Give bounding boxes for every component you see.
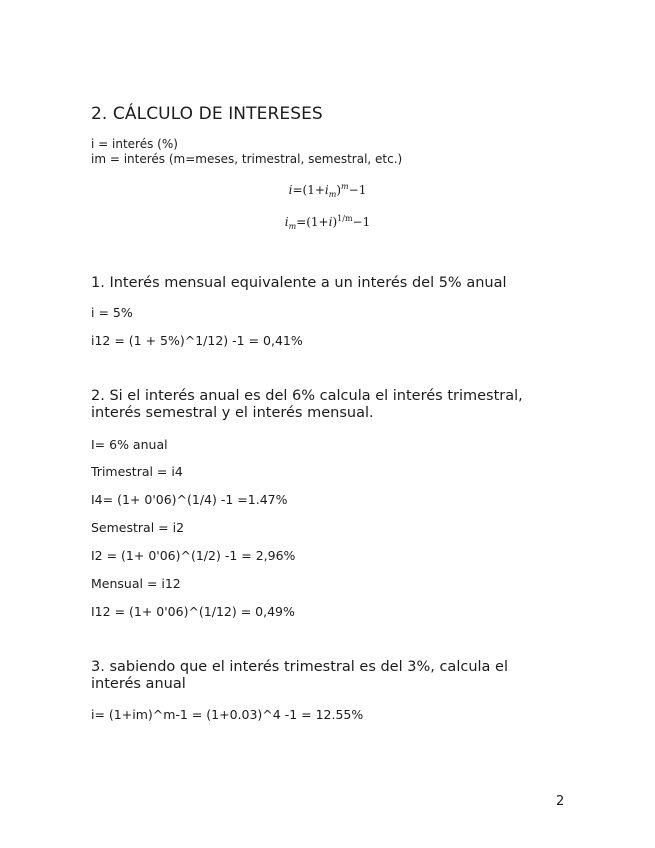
- formula-var: i: [324, 183, 329, 197]
- question-2-line: I2 = (1+ 0'06)^(1/2) -1 = 2,96%: [91, 548, 296, 563]
- formula-exponent: m: [341, 182, 349, 191]
- formula-tail: −1: [352, 215, 371, 229]
- question-2-line: I4= (1+ 0'06)^(1/4) -1 =1.47%: [91, 492, 288, 507]
- question-2-line: Trimestral = i4: [91, 464, 183, 479]
- question-1-heading: 1. Interés mensual equivalente a un interés del 5% anual: [91, 275, 507, 291]
- question-2-line: Semestral = i2: [91, 520, 185, 535]
- page-number: 2: [556, 794, 565, 809]
- formula-period-rate: [0, 214, 655, 231]
- question-3-line: i= (1+im)^m-1 = (1+0.03)^4 -1 = 12.55%: [91, 707, 364, 722]
- formula-var: i: [328, 215, 333, 229]
- definition-i: i = interés (%): [91, 137, 178, 151]
- formula-open: =(1+: [296, 215, 329, 229]
- question-2-line: I= 6% anual: [91, 437, 168, 452]
- formula-annual-rate: [0, 182, 655, 199]
- formula-lhs: i: [284, 215, 289, 229]
- formula-lhs: i: [288, 183, 293, 197]
- formula-close: ): [336, 183, 342, 197]
- formula-exponent: 1/m: [337, 214, 353, 223]
- question-2-heading: 2. Si el interés anual es del 6% calcula el interés trimestral, interés semestral y el interés mensual.: [91, 388, 523, 421]
- formula-open: =(1+: [292, 183, 325, 197]
- question-2-line: I12 = (1+ 0'06)^(1/12) = 0,49%: [91, 604, 295, 619]
- formula-lhs-subscript: m: [288, 222, 297, 231]
- formula-tail: −1: [348, 183, 367, 197]
- definition-im: im = interés (m=meses, trimestral, semestral, etc.): [91, 152, 403, 166]
- question-1-line: i = 5%: [91, 305, 133, 320]
- section-title: 2. CÁLCULO DE INTERESES: [91, 104, 323, 124]
- question-2-line: Mensual = i12: [91, 576, 181, 591]
- question-3-heading: 3. sabiendo que el interés trimestral es del 3%, calcula el interés anual: [91, 659, 508, 692]
- question-1-line: i12 = (1 + 5%)^1/12) -1 = 0,41%: [91, 333, 303, 348]
- formula-subscript: m: [328, 190, 337, 199]
- formula-close: ): [332, 215, 338, 229]
